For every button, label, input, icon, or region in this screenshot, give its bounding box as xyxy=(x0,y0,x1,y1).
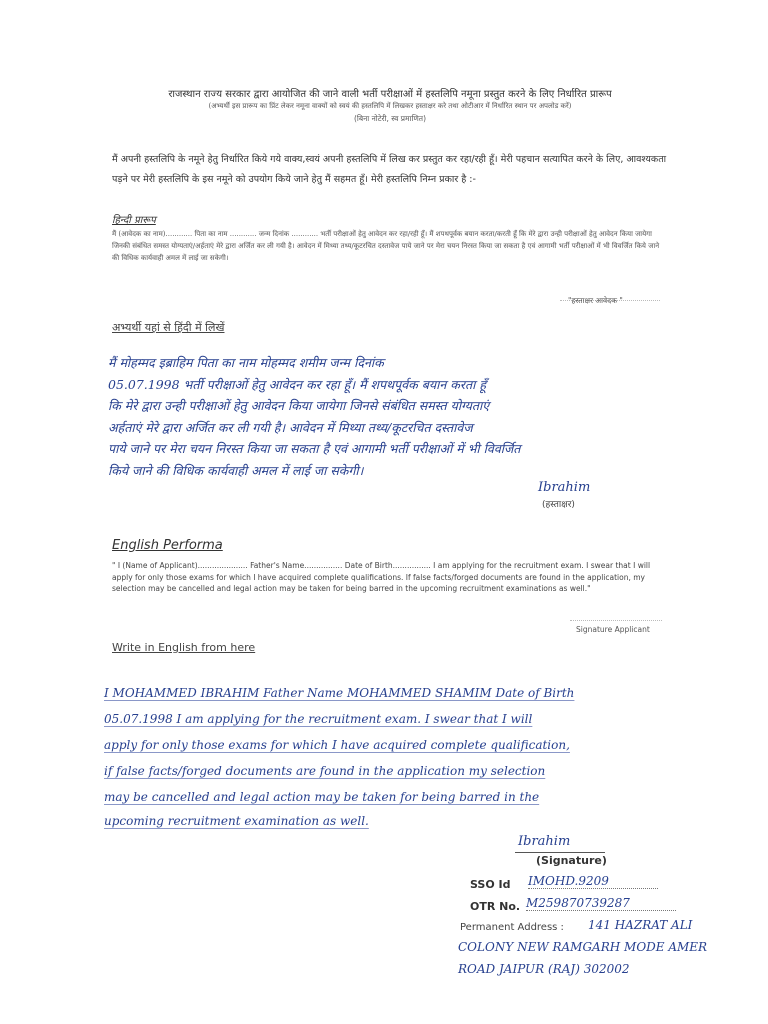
handwritten-line: मैं मोहम्मद इब्राहिम पिता का नाम मोहम्मद शमीम जन्म दिनांक xyxy=(108,355,384,370)
handwritten-line: किये जाने की विधिक कार्यवाही अमल में लाई जा सकेगी। xyxy=(108,462,364,478)
english-signature-label: Signature Applicant xyxy=(576,625,650,634)
english-signature-line xyxy=(570,620,662,621)
hindi-signature-caption: (हस्ताक्षर) xyxy=(542,500,575,510)
declaration-paragraph: मैं अपनी हस्तलिपि के नमूने हेतु निर्धारित किये गये वाक्य,स्वयं अपनी हस्तलिपि में लिख कर प्रस्तुत कर रहा/रही हूँ। मेरी पहचान सत्यापित करने के लिए, आवश्यकता पड़ने पर मेरी हस्तलिपि के इस नमूने को उपयोग किये जाने हेतु मैं सहमत हूँ। मेरी हस्तलिपि निम्न प्रकार है :- xyxy=(112,154,667,185)
english-format-heading: English Performa xyxy=(112,538,223,553)
handwritten-line: may be cancelled and legal action may be taken for being barred in the xyxy=(104,790,540,804)
sso-id-label: SSO Id xyxy=(470,878,511,891)
handwritten-line: अर्हताएं मेरे द्वारा अर्जित कर ली गयी है। आवेदन में मिथ्या तथ्य/कूटरचित दस्तावेज xyxy=(108,419,473,435)
hindi-format-heading: हिन्दी प्रारूप xyxy=(112,215,156,226)
hindi-handwritten-signature: Ibrahim xyxy=(538,480,591,495)
handwritten-line: I MOHAMMED IBRAHIM Father Name MOHAMMED SHAMIM Date of Birth xyxy=(104,686,575,700)
hindi-handwritten-block xyxy=(108,352,708,481)
footer-handwritten-signature: Ibrahim xyxy=(518,834,571,849)
handwritten-line: if false facts/forged documents are found in the application my selection xyxy=(104,764,546,778)
form-title: राजस्थान राज्य सरकार द्वारा आयोजित की जाने वाली भर्ती परीक्षाओं में हस्तलिपि नमूना प्रस्तुत करने के लिए निर्धारित प्रारूप xyxy=(168,89,612,100)
address-line: COLONY NEW RAMGARH MODE AMER xyxy=(458,940,708,954)
otr-no-label: OTR No. xyxy=(470,900,521,913)
address-line: ROAD JAIPUR (RAJ) 302002 xyxy=(458,962,630,976)
sso-id-value: IMOHD.9209 xyxy=(528,874,658,889)
hindi-format-text: मैं (आवेदक का नाम)............ पिता का नाम ............ जन्म दिनांक ............ भर्ती परीक्षाओं हेतु आवेदन कर रहा/रही हूँ। मैं शपथपूर्वक बयान करता/करती हूँ कि मेरे द्वारा उन्ही परीक्षाओं हेतु आवेदन किया जायेगा जिनकी संबंधित समस्त योग्यताएं/अर्हताएं मेरे द्वारा अर्जित कर ली गयी है। आवेदन में मिथ्या तथ्य/कूटरचित दस्तावेज पाये जाने पर मेरा चयन निरस्त किया जा सकता है एवं आगामी भर्ती परीक्षाओं में भी विवर्जित किये जाने की विधिक कार्यवाही अमल में लाई जा सकेगी। xyxy=(112,230,660,262)
english-write-heading: Write in English from here xyxy=(112,641,256,654)
address-line: 141 HAZRAT ALI xyxy=(588,918,693,932)
permanent-address-label: Permanent Address : xyxy=(460,922,564,933)
footer-signature-line xyxy=(515,852,605,853)
form-attestation-note: (बिना नोटेरी, स्व प्रमाणित) xyxy=(353,114,427,123)
hindi-write-heading: अभ्यर्थी यहां से हिंदी में लिखें xyxy=(112,321,225,334)
english-format-text: " I (Name of Applicant)..................... Father's Name................ Date of Birth................ I am applying for the recruitment exam. I swear that I will apply for only those exams for which I have acquired complete qualifications. If false facts/forged documents are found in the application, my selection may be cancelled and legal action may be taken for being barred in the upcoming recruitment examinations as well." xyxy=(112,561,651,593)
handwritten-line: apply for only those exams for which I have acquired complete qualification, xyxy=(104,738,570,752)
handwritten-line: कि मेरे द्वारा उन्ही परीक्षाओं हेतु आवेदन किया जायेगा जिनसे संबंधित समस्त योग्यताएं xyxy=(108,398,490,413)
handwritten-line: upcoming recruitment examination as well. xyxy=(104,814,369,828)
form-instruction-note: (अभ्यर्थी इस प्रारूप का प्रिंट लेकर नमूना वाक्यों को स्वयं की हस्तलिपि में लिखकर हस्ताक्षर करे तथा ओटीआर में निर्धारित स्थान पर अपलोड करें) xyxy=(208,102,572,110)
otr-no-value: M259870739287 xyxy=(526,896,676,911)
handwritten-line: 05.07.1998 I am applying for the recruitment exam. I swear that I will xyxy=(104,712,533,726)
footer-signature-label: (Signature) xyxy=(536,854,607,867)
hindi-signature-label: "हस्ताक्षर आवेदक " xyxy=(568,296,623,305)
handwritten-line: पाये जाने पर मेरा चयन निरस्त किया जा सकता है एवं आगामी भर्ती परीक्षाओं में भी विवर्जित xyxy=(108,441,521,456)
handwritten-line: 05.07.1998 भर्ती परीक्षाओं हेतु आवेदन कर रहा हूँ। मैं शपथपूर्वक बयान करता हूँ xyxy=(108,376,486,392)
